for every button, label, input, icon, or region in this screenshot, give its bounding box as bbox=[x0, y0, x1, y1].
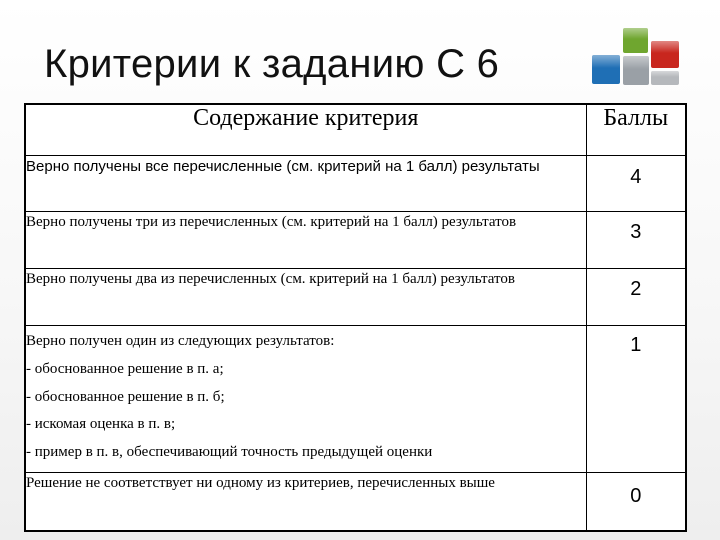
criterion-text: Верно получены все перечисленные (см. критерий на 1 балл) результаты bbox=[26, 158, 540, 175]
logo-green-square bbox=[623, 28, 648, 53]
score-cell bbox=[586, 212, 686, 269]
criterion-cell bbox=[25, 269, 586, 326]
score-cell bbox=[586, 473, 686, 531]
score-value: 4 bbox=[630, 166, 642, 188]
criterion-cell bbox=[25, 473, 586, 531]
table-row bbox=[25, 326, 686, 473]
table-header-row bbox=[25, 104, 686, 156]
slide-title: Критерии к заданию С 6 bbox=[44, 42, 500, 86]
header-criterion: Содержание критерия bbox=[25, 104, 586, 156]
score-cell bbox=[586, 326, 686, 473]
table-row bbox=[25, 212, 686, 269]
logo-gray-square-small bbox=[651, 71, 679, 85]
score-cell bbox=[586, 269, 686, 326]
criterion-cell bbox=[25, 212, 586, 269]
logo-squares-icon bbox=[592, 28, 684, 88]
score-value: 0 bbox=[630, 485, 642, 507]
criterion-text: Верно получены два из перечисленных (см. критерий на 1 балл) результатов bbox=[26, 271, 515, 287]
score-value: 1 bbox=[630, 334, 642, 356]
logo-blue-square bbox=[592, 55, 620, 84]
criterion-text: - искомая оценка в п. в; bbox=[26, 416, 176, 433]
criterion-text: - обоснованное решение в п. а; bbox=[26, 360, 224, 377]
logo-red-square bbox=[651, 41, 679, 68]
criterion-text: Верно получен один из следующих результатов: bbox=[26, 333, 335, 349]
score-value: 3 bbox=[630, 221, 642, 243]
table-row bbox=[25, 473, 686, 531]
score-value: 2 bbox=[630, 278, 642, 300]
logo-gray-square bbox=[623, 56, 649, 85]
criteria-table bbox=[24, 103, 687, 532]
criterion-text: Решение не соответствует ни одному из критериев, перечисленных выше bbox=[26, 475, 495, 491]
table-row bbox=[25, 269, 686, 326]
criterion-cell bbox=[25, 156, 586, 212]
criterion-text: - пример в п. в, обеспечивающий точность предыдущей оценки bbox=[26, 444, 433, 460]
criterion-text: - обоснованное решение в п. б; bbox=[26, 388, 225, 405]
score-cell bbox=[586, 156, 686, 212]
table-row bbox=[25, 156, 686, 212]
criterion-text: Верно получены три из перечисленных (см. критерий на 1 балл) результатов bbox=[26, 214, 517, 230]
criterion-cell bbox=[25, 326, 586, 473]
header-points: Баллы bbox=[586, 104, 686, 156]
